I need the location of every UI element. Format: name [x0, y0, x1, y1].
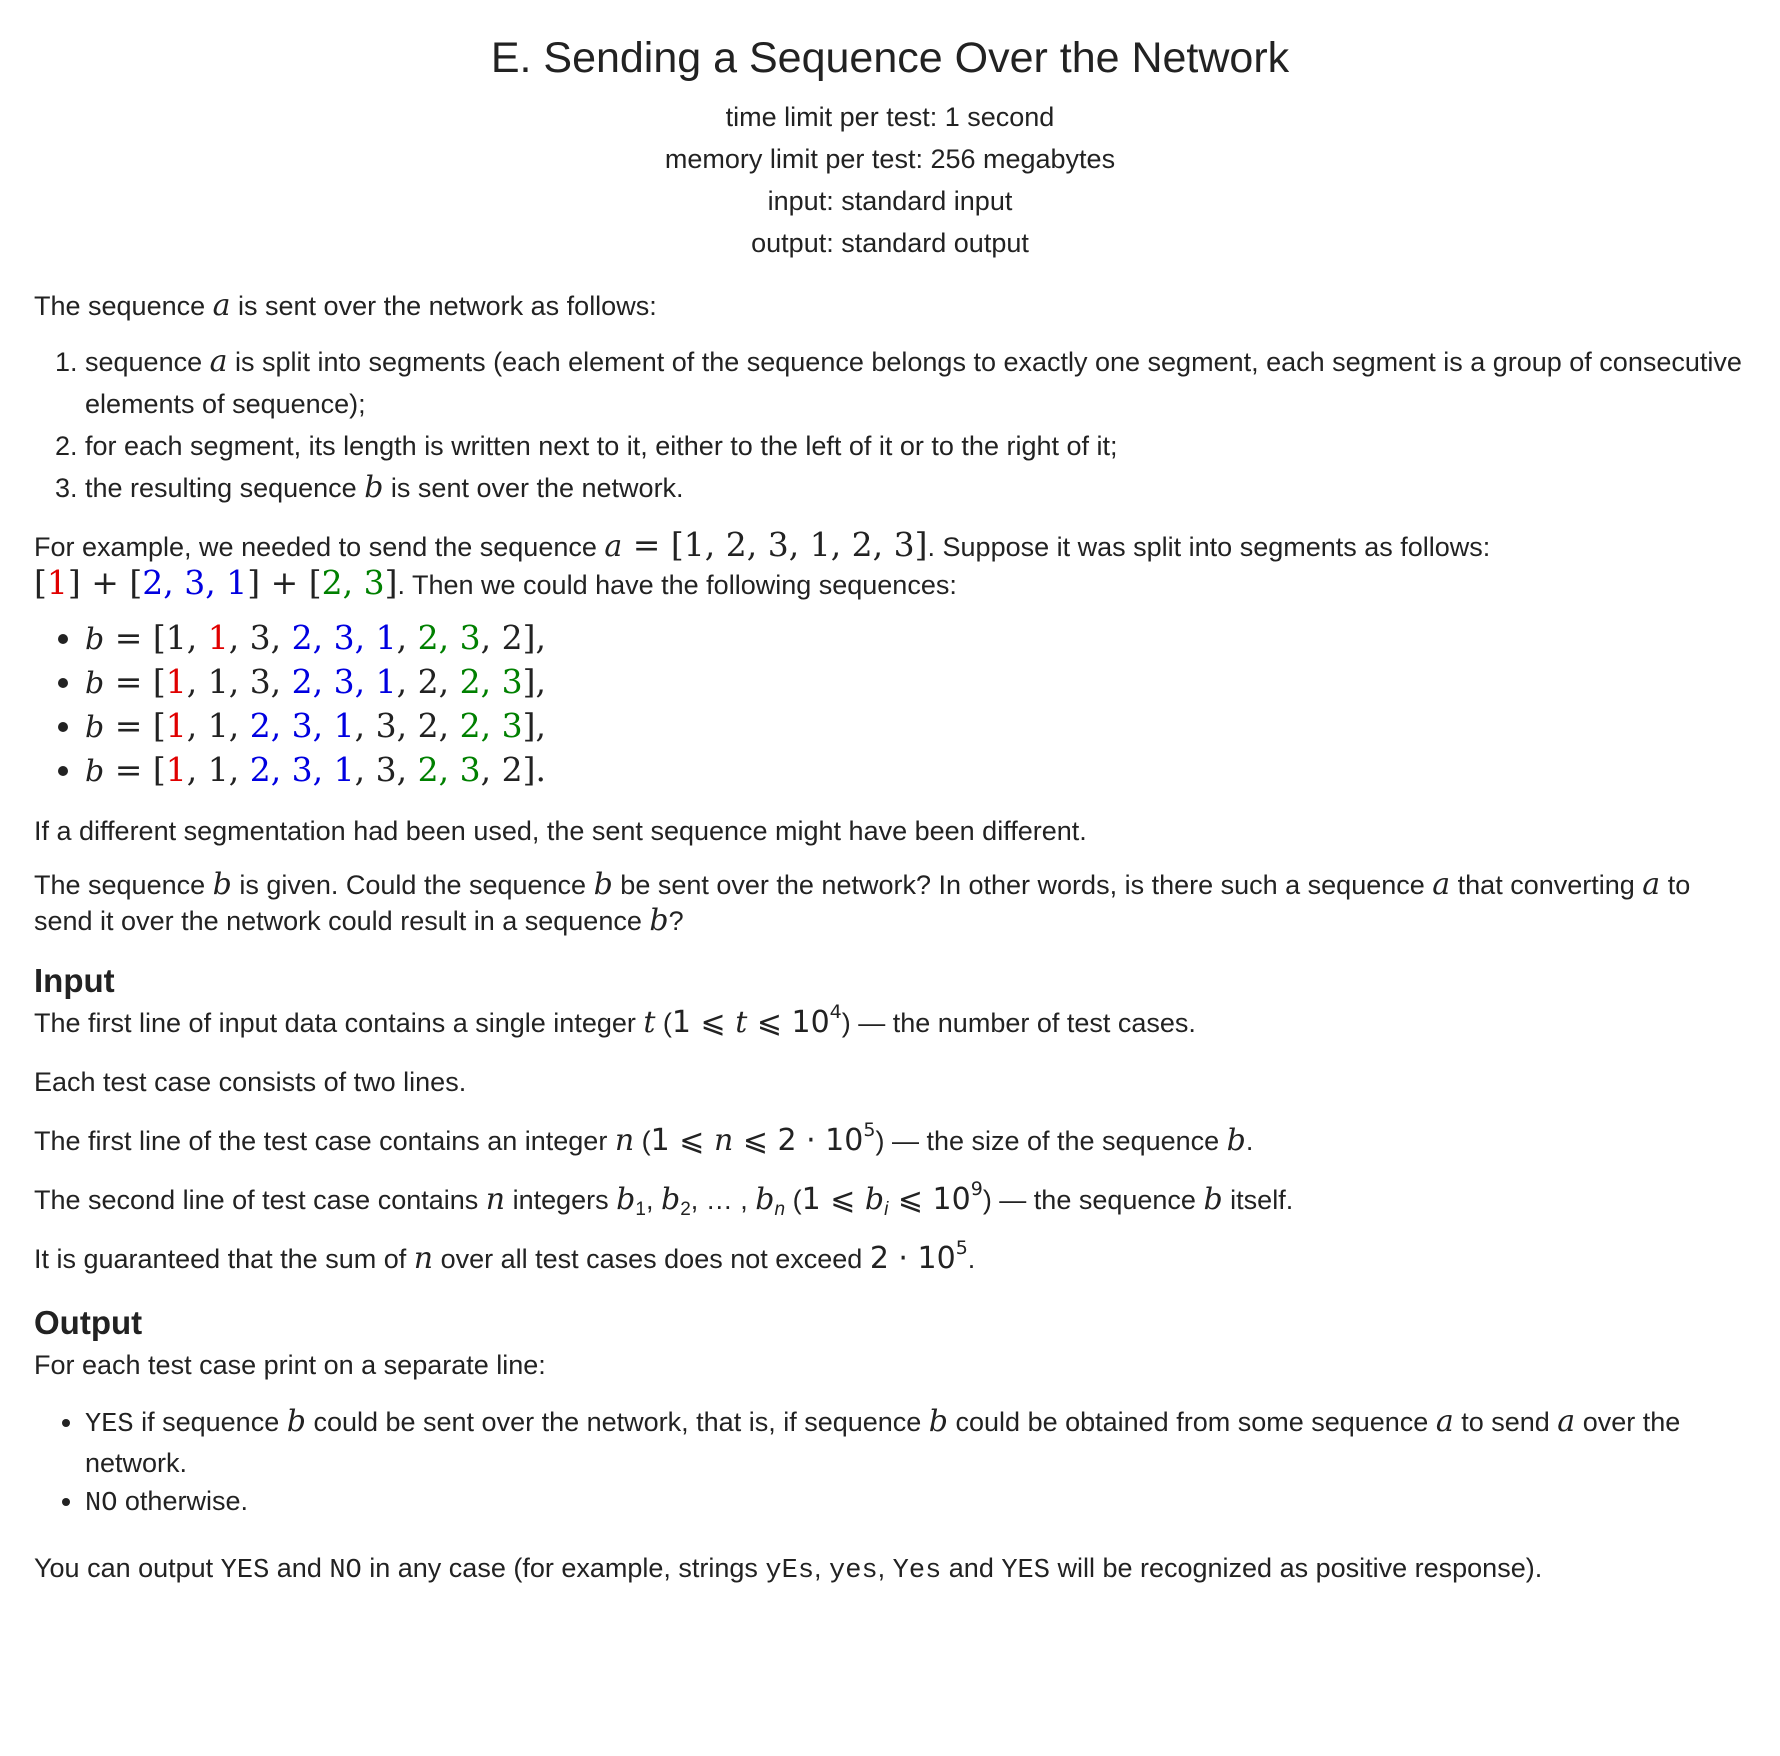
- input-spec: input: standard input: [767, 186, 1013, 216]
- output-spec: output: standard output: [751, 228, 1029, 258]
- input-heading: Input: [34, 962, 115, 999]
- output-list: [34, 1403, 1746, 1523]
- difference-note: If a different segmentation had been used, the sent sequence might have been different.: [34, 816, 1087, 846]
- time-limit: time limit per test: 1 second: [725, 102, 1055, 132]
- intro-paragraph: The sequence a is sent over the network as follows:: [34, 288, 657, 323]
- input-line-4: The second line of test case contains n integers $b_1$, $b_2$, … , $b_n$ (1 ⩽ $b_i$ ⩽ $10^9$) — the sequence b itself.: [34, 1178, 1294, 1220]
- output-heading: Output: [34, 1304, 143, 1341]
- output-no-item: • NO otherwise.: [85, 1482, 1746, 1523]
- example-paragraph: For example, we needed to send the sequence a = [1, 2, 3, 1, 2, 3]. Suppose it was split into segments as follows: [1] + [2, 3, 1] + [2, 3]. Then we could have the following sequences:: [34, 525, 1491, 602]
- step-item: 3. the resulting sequence b is sent over the network.: [85, 467, 1746, 509]
- sequence-item: • b = [1, 1, 2, 3, 1, 3, 2, 2, 3],: [85, 705, 1746, 749]
- input-line-5: It is guaranteed that the sum of n over all test cases does not exceed $2 \cdot 10^5$.: [34, 1237, 976, 1276]
- problem-limits: [34, 96, 1746, 264]
- input-line-2: Each test case consists of two lines.: [34, 1067, 467, 1097]
- case-note: You can output YES and NO in any case (for example, strings yEs, yes, Yes and YES will be recognized as positive response).: [34, 1553, 1543, 1586]
- sequence-item: • b = [1, 1, 2, 3, 1, 3, 2, 3, 2].: [85, 749, 1746, 793]
- memory-limit: memory limit per test: 256 megabytes: [664, 144, 1116, 174]
- output-line-1: For each test case print on a separate line:: [34, 1350, 546, 1380]
- output-yes-item: • YES if sequence b could be sent over the network, that is, if sequence b could be obtained from some sequence a to send a over the network.: [85, 1403, 1746, 1482]
- steps-list: [34, 341, 1746, 509]
- sequence-item: • b = [1, 1, 3, 2, 3, 1, 2, 2, 3],: [85, 661, 1746, 705]
- input-line-3: The first line of the test case contains an integer n (1 ⩽ n ⩽ $2 \cdot 10^5$) — the size of the sequence b.: [34, 1119, 1254, 1158]
- sequence-item: • b = [1, 1, 3, 2, 3, 1, 2, 3, 2],: [85, 617, 1746, 661]
- question-paragraph: The sequence b is given. Could the sequence b be sent over the network? In other words, is there such a sequence a that converting a to send it over the network could result in a sequence b?: [34, 867, 1691, 938]
- example-sequences: [34, 617, 1746, 793]
- problem-title: E. Sending a Sequence Over the Network: [490, 34, 1290, 82]
- step-item: 1. sequence a is split into segments (each element of the sequence belongs to exactly one segment, each segment is a group of consecutive elements of sequence);: [85, 341, 1746, 425]
- step-item: 2. for each segment, its length is written next to it, either to the left of it or to the right of it;: [85, 425, 1746, 467]
- input-line-1: The first line of input data contains a single integer t (1 ⩽ t ⩽ $10^4$) — the number of test cases.: [34, 1001, 1196, 1040]
